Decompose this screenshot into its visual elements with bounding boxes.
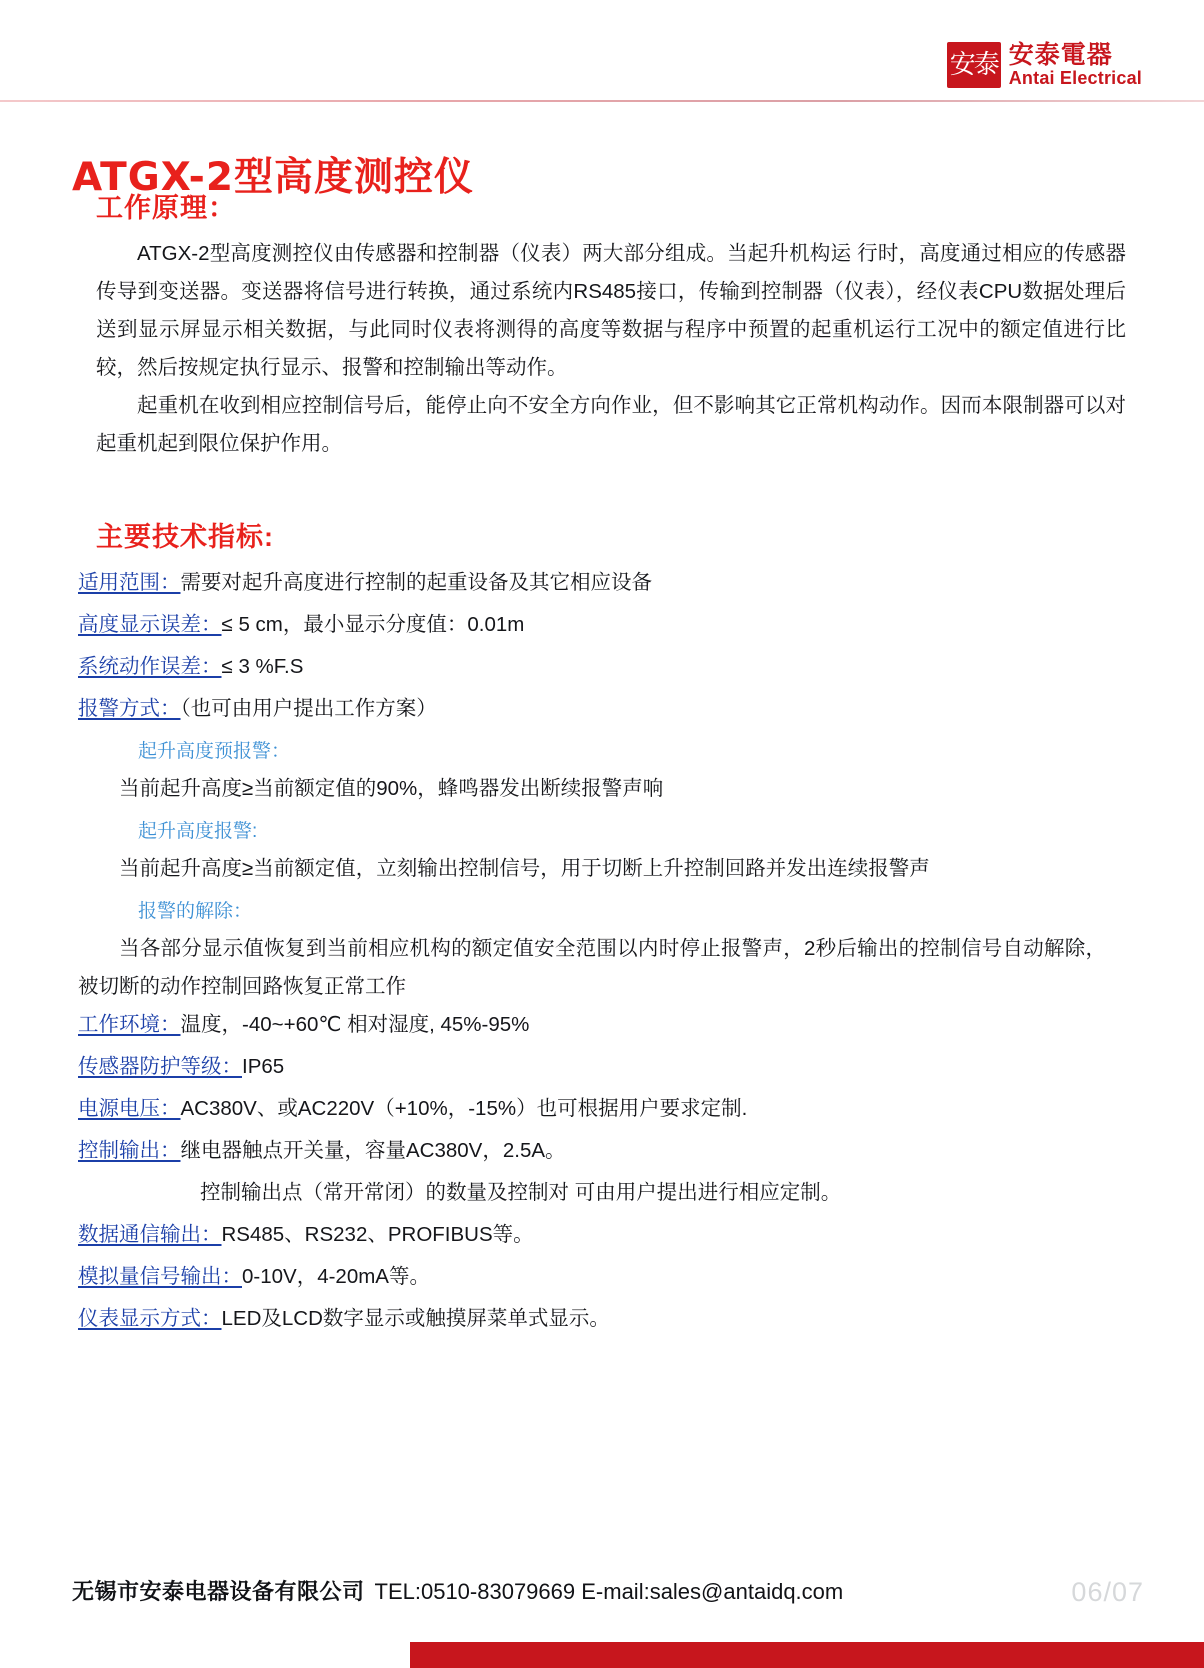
alarm-subhead-release: 报警的解除：: [138, 901, 253, 922]
spec-label-analog-output: 模拟量信号输出：: [78, 1265, 242, 1288]
spec-item-scope: [78, 564, 1126, 602]
footer-bar-red: [410, 1642, 1204, 1668]
spec-value-environment: 温度，-40~+60℃ 相对湿度, 45%-95%: [180, 1013, 530, 1036]
spec-value-analog-output: 0-10V，4-20mA等。: [242, 1265, 430, 1288]
footer-bar-white: [0, 1642, 410, 1668]
logo-name-en: Antai Electrical: [1008, 68, 1142, 88]
spec-item-data-comm: [78, 1216, 1126, 1254]
section-heading-specs: 主要技术指标:: [96, 522, 274, 552]
spec-value-display-mode: LED及LCD数字显示或触摸屏菜单式显示。: [221, 1307, 610, 1330]
logo-text: [1009, 42, 1142, 88]
section-heading-principle: 工作原理：: [96, 193, 236, 223]
spec-label-alarm-mode: 报警方式：: [78, 697, 181, 720]
spec-item-control-output: [78, 1132, 1126, 1170]
footer-info: [72, 1575, 843, 1606]
page-number: 06/07: [1071, 1577, 1144, 1607]
company-logo: [947, 42, 1142, 88]
spec-item-system-error: [78, 648, 1126, 686]
spec-label-system-error: 系统动作误差：: [78, 655, 222, 678]
spec-item-ip-rating: [78, 1048, 1126, 1086]
spec-label-control-output: 控制输出：: [78, 1139, 181, 1162]
page-header: [0, 0, 1204, 108]
spec-value-alarm-mode: （也可由用户提出工作方案）: [180, 697, 437, 720]
document-body: [0, 186, 1204, 1342]
alarm-body-release: 当各部分显示值恢复到当前相应机构的额定值安全范围以内时停止报警声，2秒后输出的控制信号自动解除，被切断的动作控制回路恢复正常工作: [78, 937, 1106, 998]
spec-value-system-error: ≤ 3 %F.S: [221, 655, 304, 678]
spec-value-scope: 需要对起升高度进行控制的起重设备及其它相应设备: [180, 571, 652, 594]
alarm-subhead-height-alarm: 起升高度报警:: [138, 821, 258, 842]
spec-item-display-mode: [78, 1300, 1126, 1338]
logo-name-cn: 安泰電器: [1008, 41, 1113, 69]
spec-value-ip-rating: IP65: [242, 1055, 285, 1078]
page-footer: [0, 1556, 1204, 1668]
page-title: ATGX-2型高度测控仪: [72, 155, 474, 201]
spec-label-display-mode: 仪表显示方式：: [78, 1307, 222, 1330]
spec-value-control-output: 继电器触点开关量，容量AC380V，2.5A。: [180, 1139, 566, 1162]
spec-label-environment: 工作环境：: [78, 1013, 181, 1036]
logo-seal-icon: 安泰: [947, 42, 1001, 88]
spec-label-power-supply: 电源电压：: [78, 1097, 181, 1120]
spec-value-power-supply: AC380V、或AC220V（+10%，-15%）也可根据用户要求定制.: [180, 1097, 748, 1120]
spec-item-analog-output: [78, 1258, 1126, 1296]
spec-label-data-comm: 数据通信输出：: [78, 1223, 222, 1246]
spec-value-height-error: ≤ 5 cm，最小显示分度值：0.01m: [221, 613, 525, 636]
spec-label-scope: 适用范围：: [78, 571, 181, 594]
footer-company-name: 无锡市安泰电器设备有限公司: [72, 1579, 365, 1604]
footer-color-bar: [0, 1642, 1204, 1668]
alarm-body-height-alarm: 当前起升高度≥当前额定值，立刻输出控制信号，用于切断上升控制回路并发出连续报警声: [119, 857, 930, 880]
spec-item-alarm-mode: [78, 690, 1126, 728]
principle-paragraph-1: ATGX-2型高度测控仪由传感器和控制器（仪表）两大部分组成。当起升机构运 行时，高度通过相应的传感器传导到变送器。变送器将信号进行转换，通过系统内RS485接口，传输到控制器（仪表），经仪表CPU数据处理后送到显示屏显示相关数据，与此同时仪表将测得的高度等数据与程序中预置的起重机运行工况中的额定值进行比较，然后按规定执行显示、报警和控制输出等动作。: [96, 242, 1126, 379]
spec-value-data-comm: RS485、RS232、PROFIBUS等。: [221, 1223, 534, 1246]
footer-contact: TEL:0510-83079669 E-mail:sales@antaidq.com: [374, 1579, 844, 1604]
control-output-note: 控制输出点（常开常闭）的数量及控制对 可由用户提出进行相应定制。: [200, 1181, 842, 1204]
spec-item-environment: [78, 1006, 1126, 1044]
principle-paragraph-2: 起重机在收到相应控制信号后，能停止向不安全方向作业，但不影响其它正常机构动作。因而本限制器可以对起重机起到限位保护作用。: [96, 394, 1126, 455]
spec-item-height-error: [78, 606, 1126, 644]
spec-label-ip-rating: 传感器防护等级：: [78, 1055, 242, 1078]
alarm-body-pre-alarm: 当前起升高度≥当前额定值的90%，蜂鸣器发出断续报警声响: [119, 777, 664, 800]
spec-item-power-supply: [78, 1090, 1126, 1128]
header-divider: [0, 100, 1204, 102]
spec-list: [0, 564, 1204, 1338]
spec-label-height-error: 高度显示误差：: [78, 613, 222, 636]
alarm-subhead-pre-alarm: 起升高度预报警：: [138, 741, 291, 762]
